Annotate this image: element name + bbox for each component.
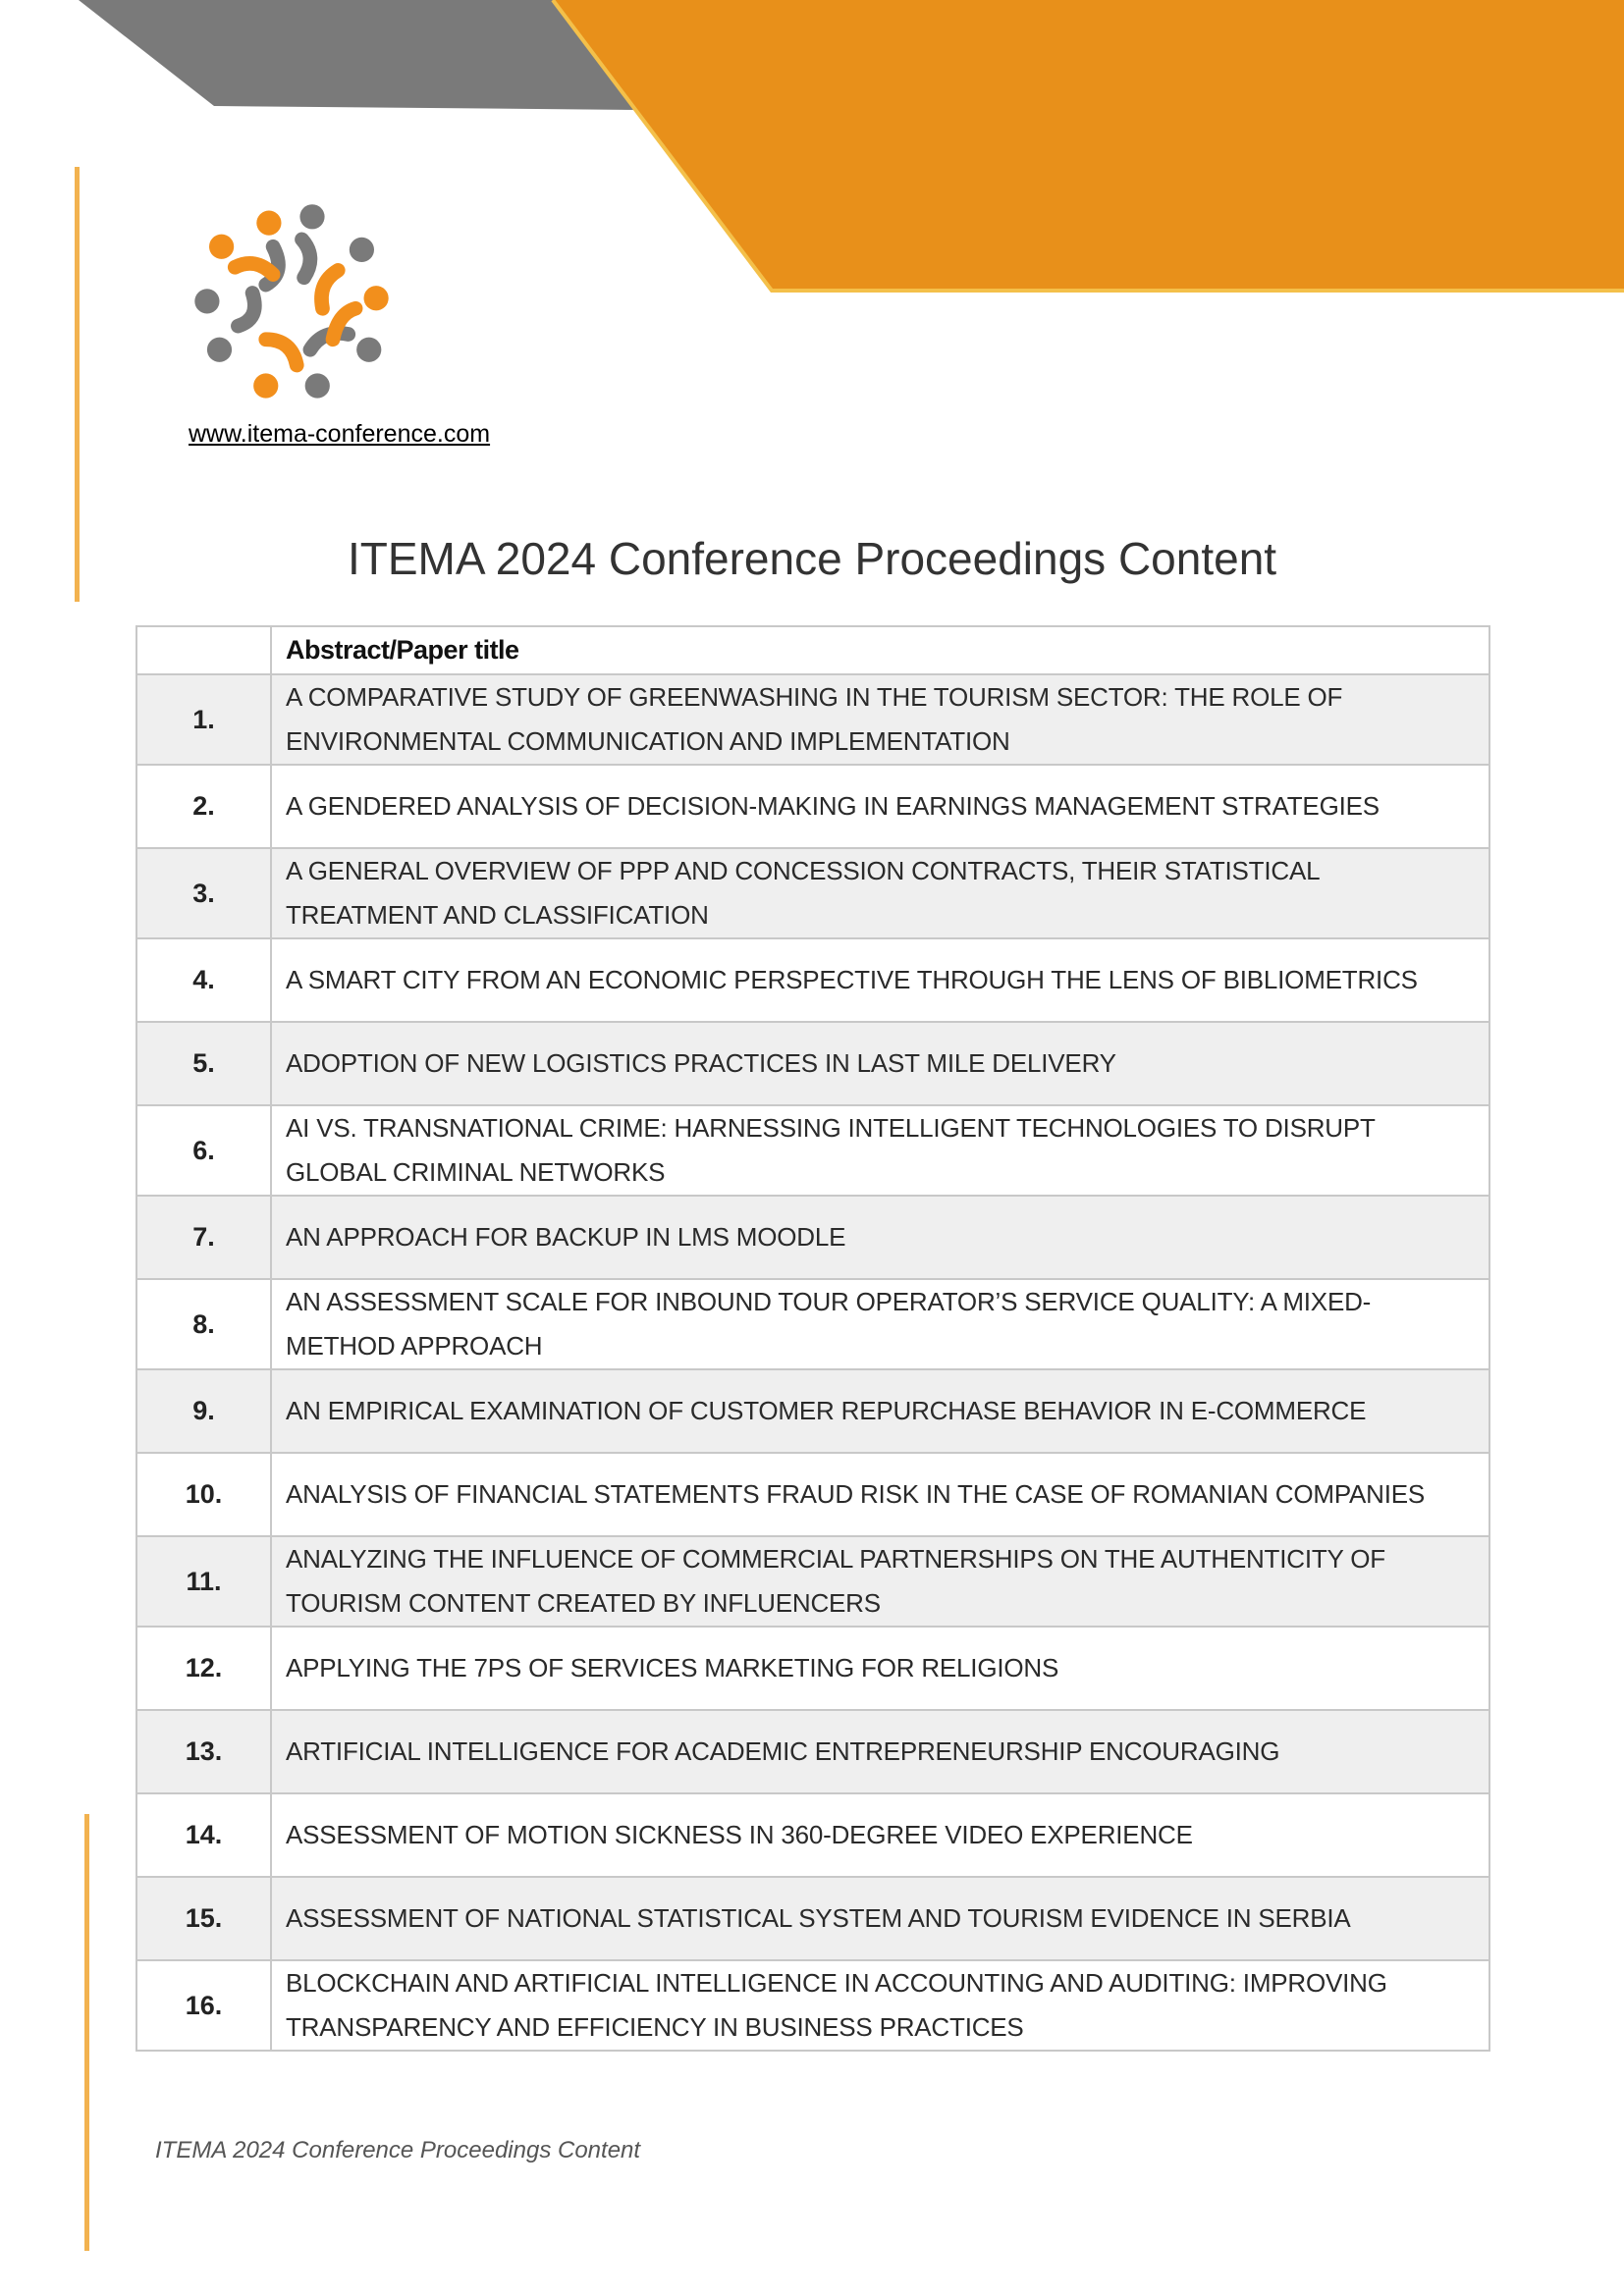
table-row xyxy=(136,1196,1489,1279)
accent-line-bottom xyxy=(84,1814,89,2251)
table-row xyxy=(136,1279,1489,1369)
paper-title: ARTIFICIAL INTELLIGENCE FOR ACADEMIC ENTREPRENEURSHIP ENCOURAGING xyxy=(271,1710,1489,1793)
table-row xyxy=(136,1710,1489,1793)
number-column-header xyxy=(136,626,271,674)
row-number: 15. xyxy=(136,1877,271,1960)
proceedings-table xyxy=(135,625,1490,2052)
table-row xyxy=(136,1369,1489,1453)
row-number: 9. xyxy=(136,1369,271,1453)
gray-banner-shape xyxy=(79,0,640,110)
paper-title: AI VS. TRANSNATIONAL CRIME: HARNESSING INTELLIGENT TECHNOLOGIES TO DISRUPT GLOBAL CRIMINAL NETWORKS xyxy=(271,1105,1489,1196)
paper-title: ASSESSMENT OF NATIONAL STATISTICAL SYSTEM AND TOURISM EVIDENCE IN SERBIA xyxy=(271,1877,1489,1960)
row-number: 6. xyxy=(136,1105,271,1196)
table-row xyxy=(136,765,1489,848)
row-number: 8. xyxy=(136,1279,271,1369)
page-footer: ITEMA 2024 Conference Proceedings Content xyxy=(155,2137,641,2163)
people-circle-logo-icon xyxy=(189,200,395,406)
row-number: 1. xyxy=(136,674,271,765)
table-row xyxy=(136,1793,1489,1877)
table-row xyxy=(136,1453,1489,1536)
row-number: 4. xyxy=(136,938,271,1022)
paper-title: A SMART CITY FROM AN ECONOMIC PERSPECTIVE THROUGH THE LENS OF BIBLIOMETRICS xyxy=(271,938,1489,1022)
table-row xyxy=(136,1877,1489,1960)
table-row xyxy=(136,1536,1489,1627)
paper-title: AN EMPIRICAL EXAMINATION OF CUSTOMER REPURCHASE BEHAVIOR IN E-COMMERCE xyxy=(271,1369,1489,1453)
row-number: 10. xyxy=(136,1453,271,1536)
paper-title: BLOCKCHAIN AND ARTIFICIAL INTELLIGENCE IN ACCOUNTING AND AUDITING: IMPROVING TRANSPARENCY AND EFFICIENCY IN BUSINESS PRACTICES xyxy=(271,1960,1489,2051)
paper-title: ANALYZING THE INFLUENCE OF COMMERCIAL PARTNERSHIPS ON THE AUTHENTICITY OF TOURISM CONTENT CREATED BY INFLUENCERS xyxy=(271,1536,1489,1627)
title-column-header: Abstract/Paper title xyxy=(271,626,1489,674)
paper-title: APPLYING THE 7PS OF SERVICES MARKETING FOR RELIGIONS xyxy=(271,1627,1489,1710)
table-row xyxy=(136,848,1489,938)
paper-title: AN APPROACH FOR BACKUP IN LMS MOODLE xyxy=(271,1196,1489,1279)
paper-title: A GENERAL OVERVIEW OF PPP AND CONCESSION CONTRACTS, THEIR STATISTICAL TREATMENT AND CLASSIFICATION xyxy=(271,848,1489,938)
paper-title: AN ASSESSMENT SCALE FOR INBOUND TOUR OPERATOR’S SERVICE QUALITY: A MIXED-METHOD APPROACH xyxy=(271,1279,1489,1369)
row-number: 11. xyxy=(136,1536,271,1627)
table-row xyxy=(136,1105,1489,1196)
table-row xyxy=(136,938,1489,1022)
row-number: 14. xyxy=(136,1793,271,1877)
row-number: 5. xyxy=(136,1022,271,1105)
row-number: 2. xyxy=(136,765,271,848)
website-link[interactable]: www.itema-conference.com xyxy=(189,420,491,448)
row-number: 16. xyxy=(136,1960,271,2051)
paper-title: ADOPTION OF NEW LOGISTICS PRACTICES IN LAST MILE DELIVERY xyxy=(271,1022,1489,1105)
paper-title: A COMPARATIVE STUDY OF GREENWASHING IN THE TOURISM SECTOR: THE ROLE OF ENVIRONMENTAL COMMUNICATION AND IMPLEMENTATION xyxy=(271,674,1489,765)
table-row xyxy=(136,1960,1489,2051)
row-number: 13. xyxy=(136,1710,271,1793)
row-number: 3. xyxy=(136,848,271,938)
row-number: 7. xyxy=(136,1196,271,1279)
page-title: ITEMA 2024 Conference Proceedings Content xyxy=(347,533,1277,584)
orange-banner-shape xyxy=(553,0,1624,291)
paper-title: A GENDERED ANALYSIS OF DECISION-MAKING IN EARNINGS MANAGEMENT STRATEGIES xyxy=(271,765,1489,848)
table-row xyxy=(136,1022,1489,1105)
table-row xyxy=(136,674,1489,765)
table-header-row xyxy=(136,626,1489,674)
row-number: 12. xyxy=(136,1627,271,1710)
table-row xyxy=(136,1627,1489,1710)
paper-title: ANALYSIS OF FINANCIAL STATEMENTS FRAUD RISK IN THE CASE OF ROMANIAN COMPANIES xyxy=(271,1453,1489,1536)
paper-title: ASSESSMENT OF MOTION SICKNESS IN 360-DEGREE VIDEO EXPERIENCE xyxy=(271,1793,1489,1877)
